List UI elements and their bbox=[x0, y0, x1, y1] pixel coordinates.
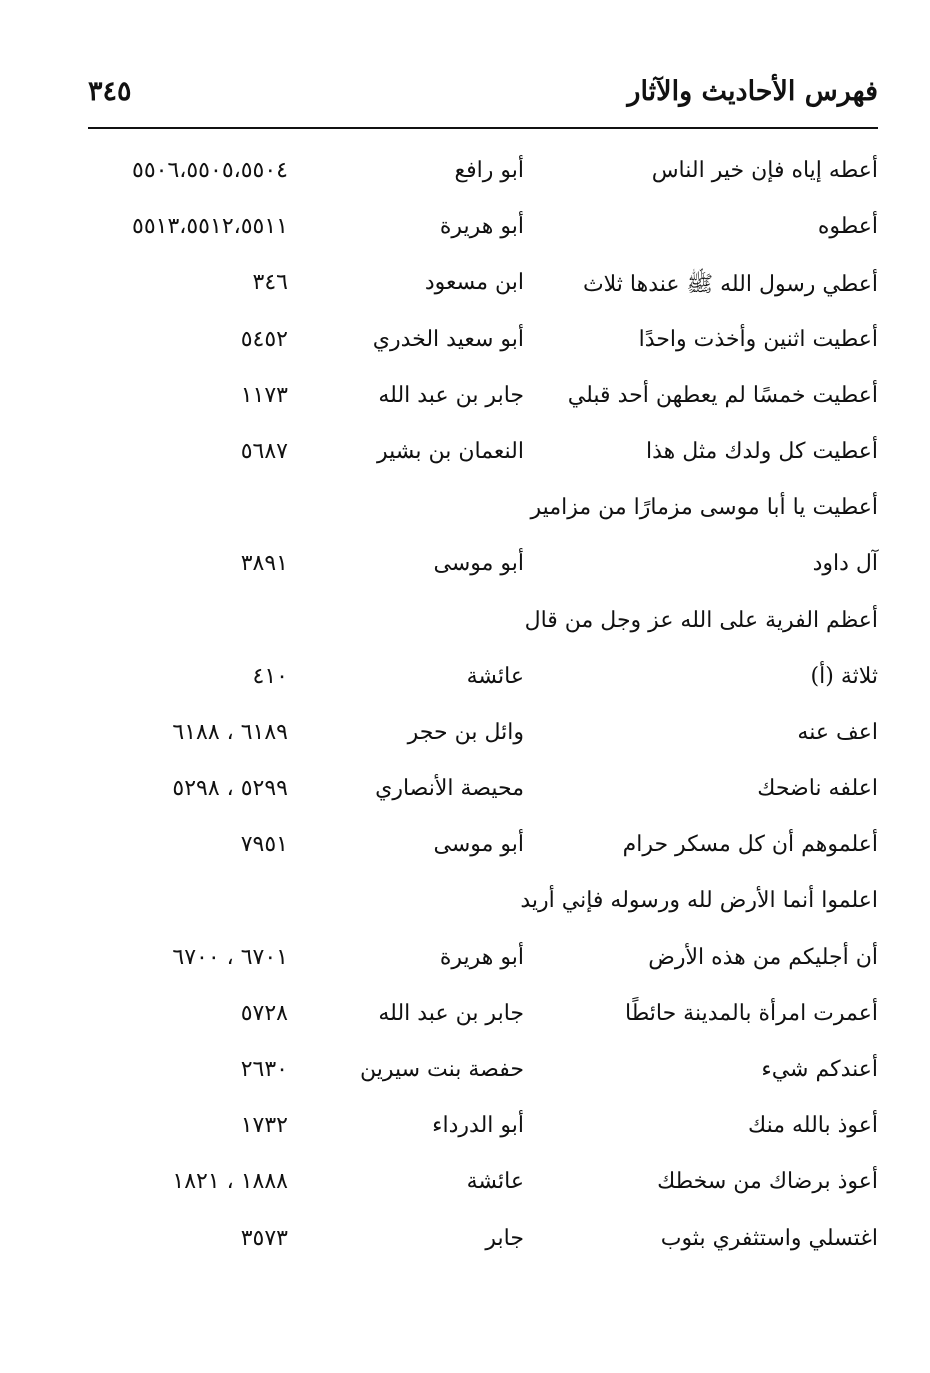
narrator: أبو رافع bbox=[454, 158, 524, 183]
index-entries bbox=[0, 150, 930, 1274]
hadith-numbers: ٣٤٦ bbox=[252, 270, 288, 296]
index-row bbox=[0, 319, 930, 375]
index-row bbox=[0, 880, 930, 936]
narrator: محيصة الأنصاري bbox=[375, 776, 524, 802]
narrator: حفصة بنت سيرين bbox=[359, 1057, 524, 1082]
hadith-text: اعلموا أنما الأرض لله ورسوله فإني أريد bbox=[520, 888, 878, 914]
hadith-text: أعندكم شيء bbox=[761, 1057, 878, 1082]
hadith-text: أعوذ برضاك من سخطك bbox=[657, 1169, 878, 1195]
hadith-text: أعوذ بالله منك bbox=[748, 1113, 878, 1139]
narrator: أبو سعيد الخدري bbox=[372, 326, 524, 352]
hadith-numbers: ٦١٨٩ ، ٦١٨٨ bbox=[172, 719, 288, 745]
hadith-numbers: ٤١٠ bbox=[252, 663, 288, 689]
index-row bbox=[0, 937, 930, 993]
narrator: أبو هريرة bbox=[439, 944, 524, 970]
hadith-numbers: ٥٢٩٩ ، ٥٢٩٨ bbox=[172, 776, 288, 802]
narrator: أبو هريرة bbox=[439, 214, 524, 240]
hadith-text: أعظم الفرية على الله عز وجل من قال bbox=[524, 607, 878, 633]
hadith-text: اغتسلي واستثفري بثوب bbox=[660, 1225, 878, 1251]
narrator: وائل بن حجر bbox=[407, 719, 524, 745]
hadith-text: اعلفه ناضحك bbox=[757, 776, 878, 802]
header-rule bbox=[88, 127, 878, 129]
hadith-numbers: ٥٤٥٢ bbox=[240, 326, 288, 352]
narrator: أبو موسى bbox=[433, 551, 524, 577]
hadith-numbers: ٥٦٨٧ bbox=[240, 438, 288, 464]
running-title: فهرس الأحاديث والآثار bbox=[627, 76, 878, 107]
hadith-text: أعطي رسول الله ﷺ عندها ثلاث bbox=[582, 272, 878, 298]
narrator: عائشة bbox=[466, 1169, 524, 1195]
hadith-numbers: ١٧٣٢ bbox=[240, 1113, 288, 1139]
hadith-text: آل داود bbox=[812, 551, 878, 577]
hadith-text: أعطه إياه فإن خير الناس bbox=[651, 158, 878, 183]
index-row bbox=[0, 824, 930, 880]
hadith-text: أعطيت اثنين وأخذت واحدًا bbox=[638, 326, 878, 352]
hadith-text: أعطيت يا أبا موسى مزمارًا من مزامير bbox=[530, 495, 878, 521]
hadith-text: ثلاثة (أ) bbox=[810, 663, 878, 689]
hadith-text: أعلموهم أن كل مسكر حرام bbox=[622, 832, 878, 858]
index-row bbox=[0, 375, 930, 431]
hadith-text: أعطوه bbox=[817, 214, 878, 240]
hadith-text: أعمرت امرأة بالمدينة حائطًا bbox=[625, 1000, 878, 1026]
hadith-numbers: ٥٧٢٨ bbox=[240, 1000, 288, 1026]
hadith-numbers: ٣٨٩١ bbox=[240, 551, 288, 577]
index-row bbox=[0, 993, 930, 1049]
narrator: أبو الدرداء bbox=[432, 1113, 524, 1139]
index-row bbox=[0, 1218, 930, 1274]
index-row bbox=[0, 1161, 930, 1217]
narrator: عائشة bbox=[466, 663, 524, 689]
page-number: ٣٤٥ bbox=[88, 76, 132, 107]
index-row bbox=[0, 543, 930, 599]
index-row bbox=[0, 768, 930, 824]
index-row bbox=[0, 262, 930, 318]
index-row bbox=[0, 150, 930, 206]
index-row bbox=[0, 1105, 930, 1161]
narrator: ابن مسعود bbox=[424, 270, 524, 296]
narrator: جابر bbox=[485, 1225, 524, 1251]
hadith-numbers: ٢٦٣٠ bbox=[240, 1057, 288, 1082]
hadith-numbers: ١١٧٣ bbox=[240, 382, 288, 408]
narrator: جابر بن عبد الله bbox=[378, 382, 524, 408]
narrator: أبو موسى bbox=[433, 832, 524, 858]
narrator: النعمان بن بشير bbox=[376, 438, 524, 464]
hadith-numbers: ٣٥٧٣ bbox=[240, 1225, 288, 1251]
narrator: جابر بن عبد الله bbox=[378, 1000, 524, 1026]
hadith-text: أعطيت خمسًا لم يعطهن أحد قبلي bbox=[567, 382, 878, 408]
page-header bbox=[88, 70, 878, 122]
index-row bbox=[0, 656, 930, 712]
hadith-text: أن أجليكم من هذه الأرض bbox=[648, 944, 878, 970]
hadith-numbers: ١٨٨٨ ، ١٨٢١ bbox=[172, 1169, 288, 1195]
hadith-numbers: ٥٥٠٦،٥٥٠٥،٥٥٠٤ bbox=[132, 158, 288, 183]
hadith-text: اعف عنه bbox=[797, 719, 878, 745]
index-row bbox=[0, 600, 930, 656]
index-row bbox=[0, 487, 930, 543]
index-row bbox=[0, 431, 930, 487]
index-row bbox=[0, 206, 930, 262]
hadith-numbers: ٧٩٥١ bbox=[240, 832, 288, 858]
hadith-numbers: ٦٧٠١ ، ٦٧٠٠ bbox=[172, 944, 288, 970]
index-row bbox=[0, 712, 930, 768]
hadith-numbers: ٥٥١٣،٥٥١٢،٥٥١١ bbox=[132, 214, 288, 240]
index-row bbox=[0, 1049, 930, 1105]
hadith-text: أعطيت كل ولدك مثل هذا bbox=[646, 438, 878, 464]
